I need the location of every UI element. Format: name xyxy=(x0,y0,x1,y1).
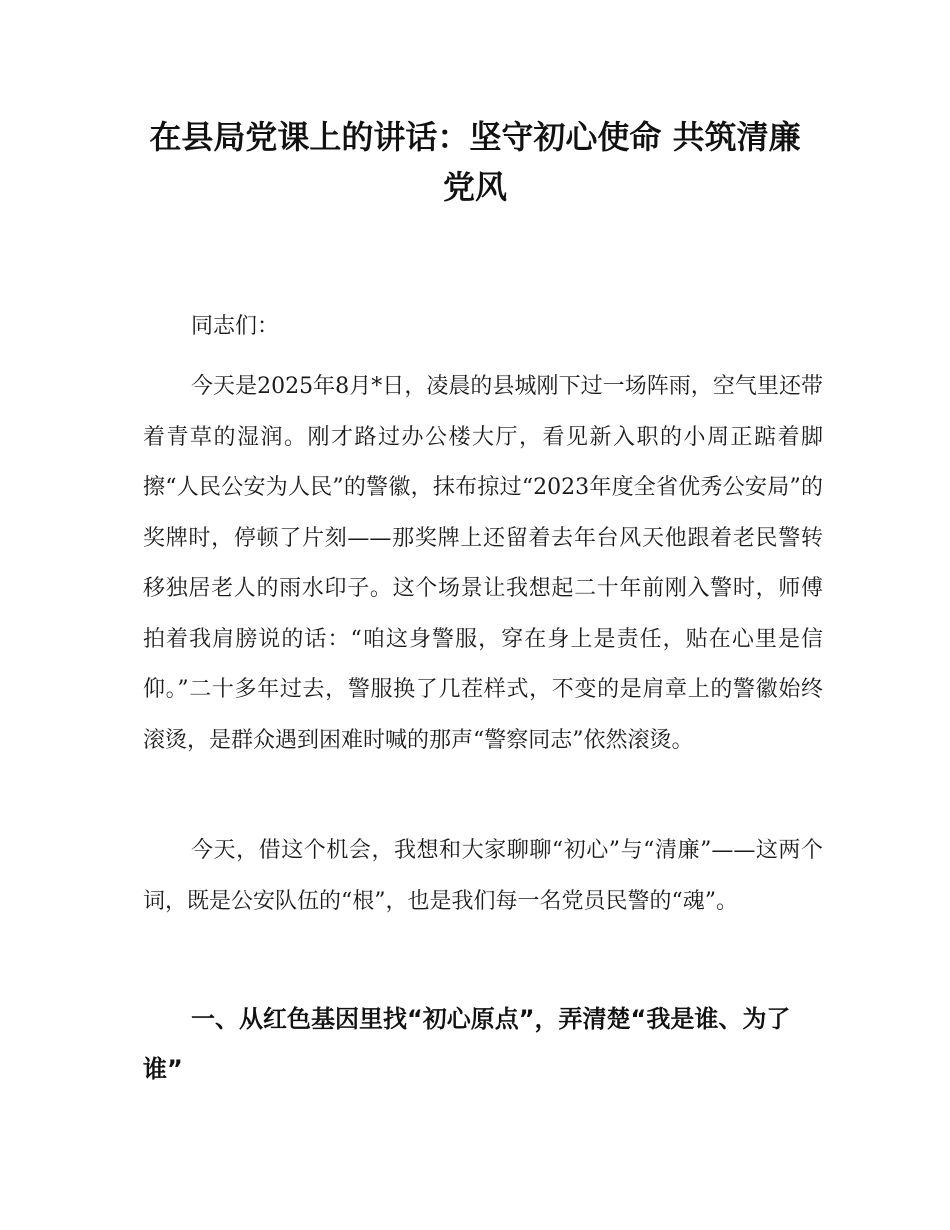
section-heading: 一、从红色基因里找“初心原点”，弄清楚“我是谁、为了谁” xyxy=(143,1005,791,1083)
body-paragraph: 今天，借这个机会，我想和大家聊聊“初心”与“清廉”——这两个词，既是公安队伍的“根”，也是我们每一名党员民警的“魂”。 xyxy=(143,838,823,914)
document-title: 在县局党课上的讲话：坚守初心使命 共筑清廉党风 xyxy=(149,118,801,206)
greeting: 同志们： xyxy=(191,314,280,339)
body-paragraph: 今天是2025年8月*日，凌晨的县城刚下过一场阵雨，空气里还带着青草的湿润。刚才路过办公楼大厅，看见新入职的小周正踮着脚擦“人民公安为人民”的警徽，抹布掠过“2023年度全省优秀公安局”的奖牌时，停顿了片刻——那奖牌上还留着去年台风天他跟着老民警转移独居老人的雨水印子。这个场景让我想起二十年前刚入警时，师傅拍着我肩膀说的话：“咱这身警服，穿在身上是责任，贴在心里是信仰。”二十多年过去，警服换了几茬样式，不变的是肩章上的警徽始终滚烫，是群众遇到困难时喊的那声“警察同志”依然滚烫。 xyxy=(143,374,823,753)
